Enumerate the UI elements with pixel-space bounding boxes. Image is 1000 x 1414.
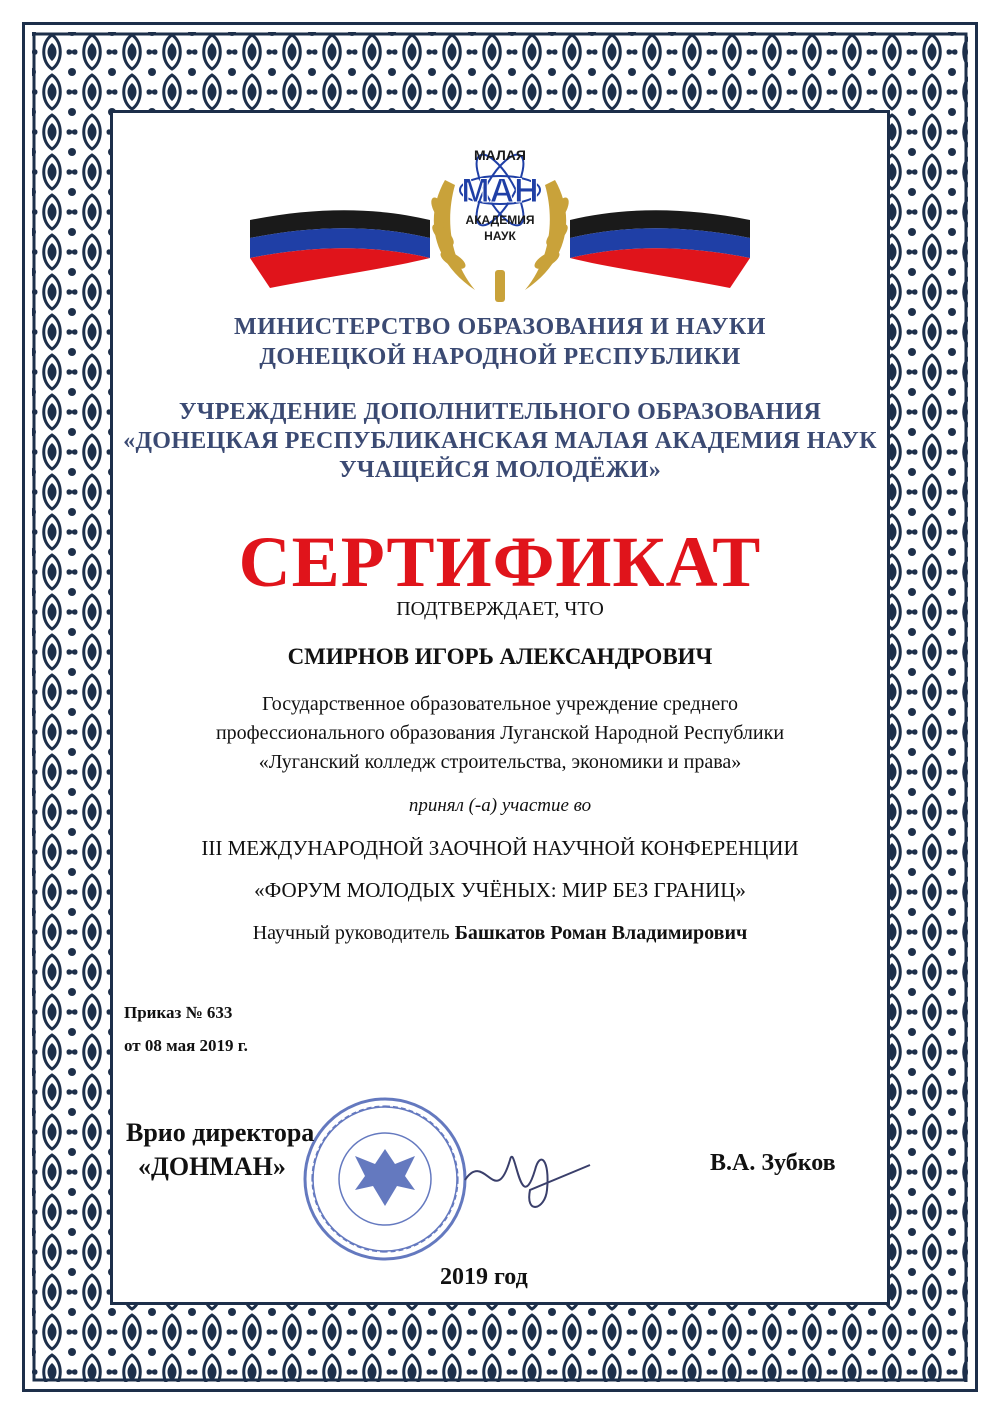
org-line: профессионального образования Луганской Народной Республики [215,722,785,744]
order-info [124,996,248,1062]
logo-top-text: МАЛАЯ [474,147,526,163]
signature-mark [455,1120,595,1230]
org-line: «Луганский колледж строительства, экономики и права» [258,751,742,773]
advisor-name: Башкатов Роман Владимирович [454,922,748,944]
recipient-organization [110,690,890,777]
role-line: «ДОНМАН» [138,1152,286,1181]
institution-heading [110,398,890,485]
ministry-line: МИНИСТЕРСТВО ОБРАЗОВАНИЯ И НАУКИ [234,314,766,340]
logo-bottom-text-2: НАУК [484,229,516,243]
official-stamp [300,1094,470,1264]
recipient-name: СМИРНОВ ИГОРЬ АЛЕКСАНДРОВИЧ [287,644,713,669]
eagle-emblem-icon [355,1149,415,1206]
confirms-text: ПОДТВЕРЖДАЕТ, ЧТО [396,598,604,620]
participation-text: принял (-а) участие во [408,795,592,816]
order-number: Приказ № 633 [124,1003,233,1022]
logo-bottom-text-1: АКАДЕМИЯ [465,213,535,227]
institution-line: УЧРЕЖДЕНИЕ ДОПОЛНИТЕЛЬНОГО ОБРАЗОВАНИЯ [178,399,822,425]
conference-name: III МЕЖДУНАРОДНОЙ ЗАОЧНОЙ НАУЧНОЙ КОНФЕРЕНЦИИ [201,836,799,860]
order-date: от 08 мая 2019 г. [124,1036,248,1055]
director-role [126,1116,314,1184]
scientific-advisor [110,922,890,945]
ministry-heading [110,312,890,372]
man-logo [240,120,760,320]
certificate-year: 2019 год [440,1264,528,1290]
org-line: Государственное образовательное учреждение среднего [261,693,738,715]
ministry-line: ДОНЕЦКОЙ НАРОДНОЙ РЕСПУБЛИКИ [259,344,741,370]
certificate-title: СЕРТИФИКАТ [238,522,762,602]
institution-line: УЧАЩЕЙСЯ МОЛОДЁЖИ» [338,457,662,483]
signer-name: В.А. Зубков [710,1150,836,1176]
logo-main-text: МАН [461,172,539,210]
forum-name: «ФОРУМ МОЛОДЫХ УЧЁНЫХ: МИР БЕЗ ГРАНИЦ» [254,878,746,902]
role-line: Врио директора [126,1118,315,1147]
institution-line: «ДОНЕЦКАЯ РЕСПУБЛИКАНСКАЯ МАЛАЯ АКАДЕМИЯ НАУК [123,428,877,454]
advisor-label: Научный руководитель [252,922,450,944]
